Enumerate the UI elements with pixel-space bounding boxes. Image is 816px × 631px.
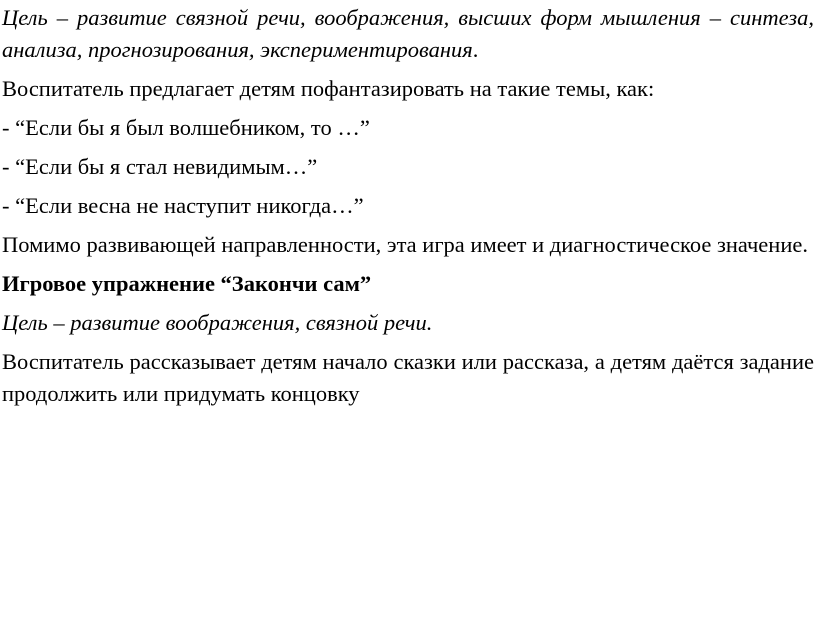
topic-item: - “Если бы я был волшебником, то …”	[2, 115, 370, 140]
exercise-title: Игровое упражнение “Закончи сам”	[2, 271, 372, 296]
instruction-paragraph: Воспитатель рассказывает детям начало сказки или рассказа, а детям даётся задание продолжить или придумать концовку	[2, 349, 814, 406]
goal-period: .	[472, 37, 479, 62]
topic-item: - “Если весна не наступит никогда…”	[2, 193, 364, 218]
intro-paragraph: Воспитатель предлагает детям пофантазировать на такие темы, как:	[2, 76, 655, 101]
goal-text: Цель – развитие связной речи, воображения, высших форм мышления – синтеза, анализа, прогнозирования, экспериментирования	[2, 5, 814, 62]
exercise-goal: Цель – развитие воображения, связной речи.	[2, 310, 433, 335]
goal-paragraph	[2, 2, 814, 66]
diagnostic-paragraph: Помимо развивающей направленности, эта игра имеет и диагностическое значение.	[2, 232, 808, 257]
topic-item: - “Если бы я стал невидимым…”	[2, 154, 318, 179]
